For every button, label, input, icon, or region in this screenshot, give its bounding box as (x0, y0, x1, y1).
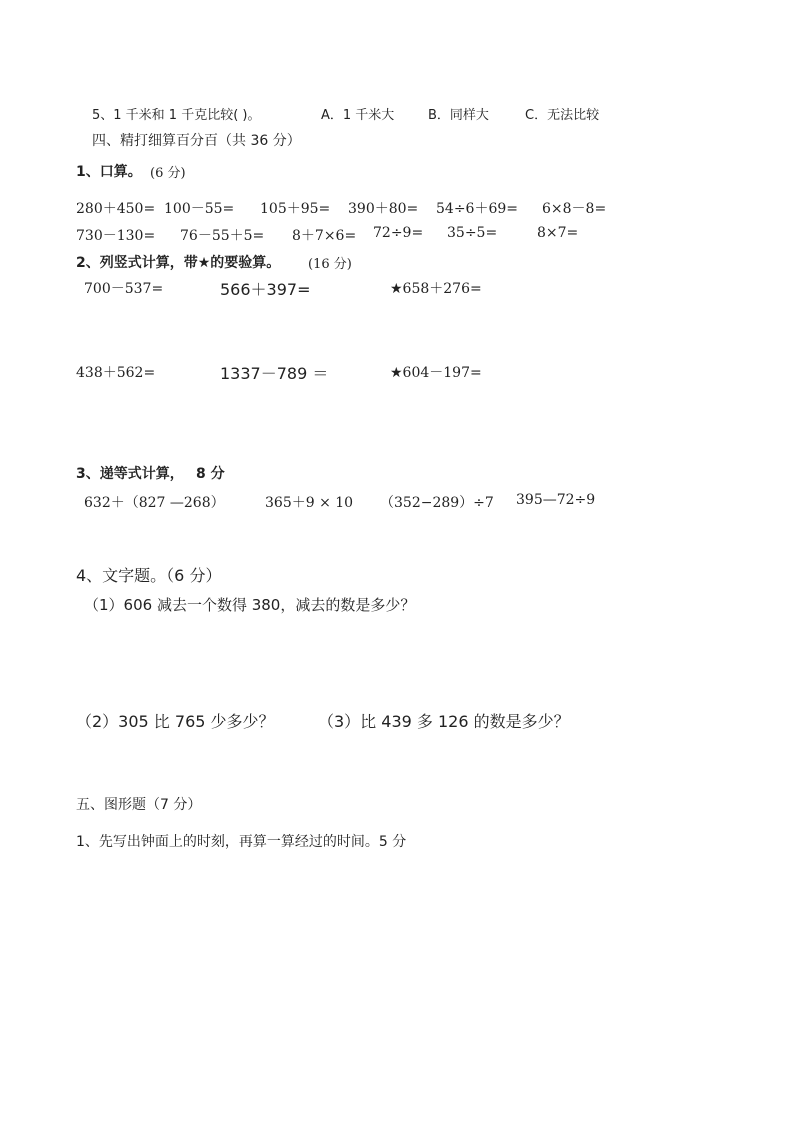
problem: 35÷5= (447, 225, 498, 241)
option-a: A．1 千米大 (321, 108, 395, 123)
option-c: C．无法比较 (525, 108, 600, 123)
problem: 8＋7×6= (292, 228, 357, 244)
problem: （352−289）÷7 (380, 495, 494, 511)
problem: 700－537= (84, 281, 164, 297)
problem: 8×7= (537, 225, 579, 241)
section-5-question-1: 1、先写出钟面上的时刻，再算一算经过的时间。5 分 (76, 834, 407, 850)
problem: 632＋（827 —268） (84, 495, 225, 511)
problem: 6×8－8= (542, 201, 607, 217)
problem: 54÷6＋69= (436, 201, 518, 217)
part-1-score: (6 分) (150, 166, 186, 181)
problem: 100－55= (164, 201, 235, 217)
part-2-label: 2、列竖式计算，带★的要验算。 (76, 255, 281, 271)
problem: 280＋450= (76, 201, 156, 217)
part-2-score: (16 分) (308, 257, 352, 272)
problem: 365＋9 × 10 (265, 495, 354, 511)
question-5-stem: 5、1 千米和 1 千克比较( )。 (92, 108, 261, 123)
part-4-heading: 4、文字题。（6 分） (76, 566, 222, 585)
problem: 1337－789 ＝ (220, 364, 329, 383)
problem: 105＋95= (260, 201, 331, 217)
part-3-score: 8 分 (196, 466, 225, 482)
word-problem-3: （3）比 439 多 126 的数是多少？ (318, 712, 570, 731)
part-1-label: 1、口算。 (76, 164, 142, 180)
word-problem-2: （2）305 比 765 少多少？ (76, 712, 275, 731)
part-3-label: 3、递等式计算， (76, 466, 184, 482)
problem: 76－55＋5= (180, 228, 265, 244)
problem: 390＋80= (348, 201, 419, 217)
problem: 395—72÷9 (516, 492, 596, 508)
section-5-title: 五、图形题（7 分） (76, 797, 202, 813)
section-4-title: 四、精打细算百分百（共 36 分） (92, 133, 301, 149)
problem: 730－130= (76, 228, 156, 244)
problem: 566＋397= (220, 280, 311, 299)
problem: 72÷9= (373, 225, 424, 241)
option-b: B．同样大 (428, 108, 489, 123)
problem: 438＋562= (76, 365, 156, 381)
problem-verify: ★604－197= (390, 365, 482, 381)
word-problem-1: （1）606 减去一个数得 380，减去的数是多少？ (84, 596, 416, 614)
problem-verify: ★658＋276= (390, 281, 482, 297)
